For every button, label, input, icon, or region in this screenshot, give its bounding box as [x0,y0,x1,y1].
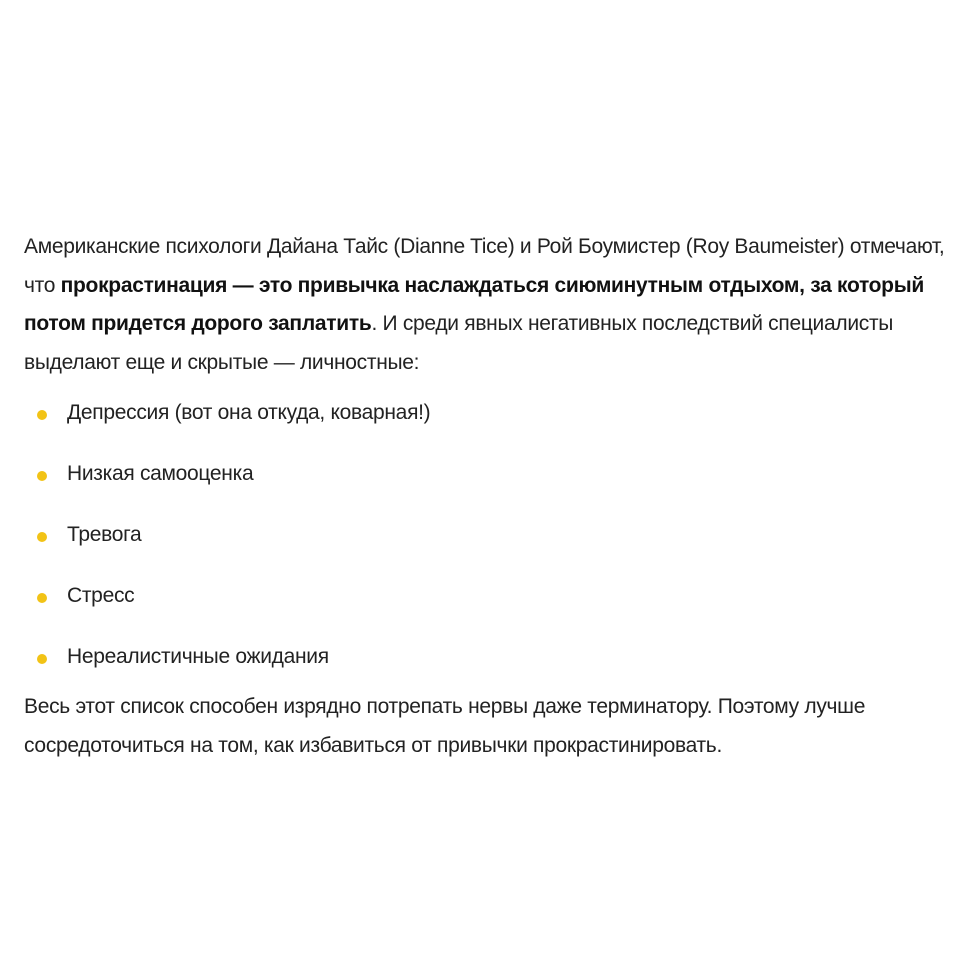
list-item-label: Низкая самооценка [67,462,254,485]
bullet-dot-icon [37,593,47,603]
intro-text-start: Американские психологи Дайана Тайс (Dianne Tice) и Рой Боумистер (Roy Baumeister) отмечают, что [24,235,945,297]
list-item-label: Нереалистичные ожидания [67,645,329,668]
bullet-dot-icon [37,654,47,664]
list-item [24,394,952,455]
list-item [24,516,952,577]
intro-paragraph [24,228,952,382]
list-item [24,455,952,516]
article-body [24,228,952,765]
closing-paragraph: Весь этот список способен изрядно потрепать нервы даже терминатору. Поэтому лучше сосредоточиться на том, как избавиться от привычки прокрастинировать. [24,695,866,757]
bullet-dot-icon [37,532,47,542]
list-item [24,577,952,638]
list-item-label: Депрессия (вот она откуда, коварная!) [67,401,431,424]
intro-text-end: . И среди явных негативных последствий специалисты выделают еще и скрытые — личностные: [24,312,894,374]
bullet-dot-icon [37,471,47,481]
list-item-label: Тревога [67,523,142,546]
list-item-label: Стресс [67,584,135,607]
consequences-list [24,394,952,699]
intro-bold-definition: прокрастинация — это привычка наслаждаться сиюминутным отдыхом, за который потом придется дорого заплатить [24,273,924,335]
list-item [24,638,952,699]
bullet-dot-icon [37,410,47,420]
